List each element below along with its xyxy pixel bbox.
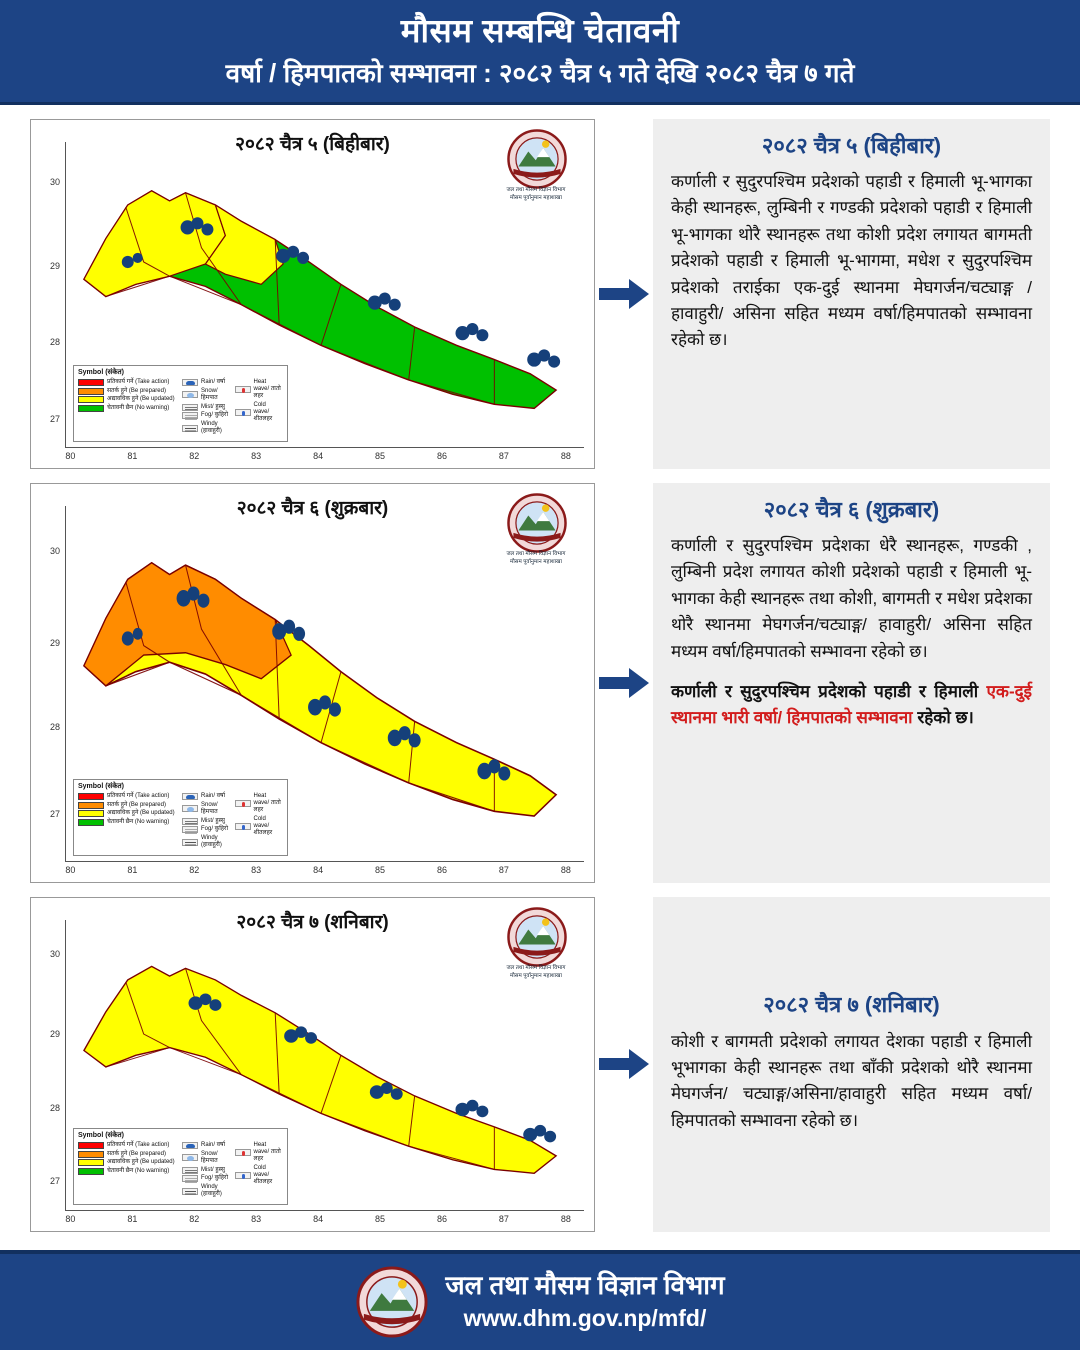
legend-label: अद्यावधिक हुने (Be updated) [107, 1159, 175, 1166]
legend-item [78, 793, 178, 800]
legend-title: Symbol (संकेत) [78, 368, 124, 376]
legend-label: सतर्क हुने (Be prepared) [107, 387, 166, 394]
page-title: मौसम सम्बन्धि चेतावनी [400, 12, 680, 49]
page-subtitle: वर्षा / हिमपातको सम्भावना : २०८२ चैत्र ५ गते देखि २०८२ चैत्र ७ गते [225, 58, 855, 89]
map-y-axis-day3: 30 29 28 27 [49, 949, 60, 1186]
panel-body-day1: कर्णाली र सुदुरपश्चिम प्रदेशको पहाडी र हिमाली भू-भागका केही स्थानहरू, लुम्बिनी र गण्डकी प्रदेशको पहाडी र हिमाली भू-भागका थोरै स्थानहरू तथा कोशी प्रदेश लगायत बागमती प्रदेशको पहाडी र हिमाली भू-भागमा, मधेश र सुदुरपश्चिम प्रदेशको तराईका एक-दुई स्थानमा मेघगर्जन/चट्याङ्ग /हावाहुरी/ असिना सहित मध्यम वर्षा/हिमपातको सम्भावना रहेको छ। [671, 172, 1032, 350]
legend-label: Cold wave/ शीतलहर [253, 1165, 273, 1186]
map-title-day2: २०८२ चैत्र ६ (शुक्रबार) [236, 497, 389, 519]
heat-wave-icon [235, 800, 251, 807]
legend-swatch-be-updated [78, 396, 104, 403]
legend-swatch-be-updated [78, 1159, 104, 1166]
legend-swatch-no-warning [78, 1168, 104, 1175]
legend-item [235, 379, 284, 401]
wind-icon [182, 839, 198, 846]
footer-department: जल तथा मौसम विज्ञान विभाग [445, 1270, 725, 1301]
legend-label: Heat wave/ तातो लहर [253, 378, 281, 400]
panel-title-day2: २०८२ चैत्र ६ (शुक्रबार) [763, 496, 940, 522]
legend-label: अद्यावधिक हुने (Be updated) [107, 810, 175, 817]
snow-icon [182, 805, 198, 812]
heat-wave-icon [235, 386, 251, 393]
legend-swatch-be-prepared [78, 388, 104, 395]
legend-label: Windy (हावाहुरी) [201, 834, 222, 849]
rain-icon [182, 1142, 198, 1149]
cold-wave-icon [235, 1172, 251, 1179]
legend-symbols-right [235, 379, 284, 437]
map-day1 [30, 119, 595, 469]
map-x-axis-day2: 80 81 82 83 84 85 86 87 88 [65, 864, 571, 875]
legend-swatch-be-prepared [78, 1151, 104, 1158]
legend-item [78, 1142, 178, 1149]
panel-day2 [653, 483, 1050, 883]
legend-label: चेतावनी छैन (No warning) [107, 819, 170, 825]
legend-item [182, 818, 231, 825]
legend-item [182, 826, 231, 833]
legend-item [182, 1184, 231, 1198]
map-x-axis-day3: 80 81 82 83 84 85 86 87 88 [65, 1213, 571, 1224]
legend-item [235, 1165, 284, 1187]
legend-label: चेतावनी छैन (No warning) [107, 405, 170, 411]
legend-item [235, 1142, 284, 1164]
legend-item [182, 412, 231, 419]
legend-symbols-left [182, 379, 231, 437]
legend-swatch-take-action [78, 793, 104, 800]
legend-label: Rain/ वर्षा [201, 1141, 226, 1148]
cold-wave-icon [235, 823, 251, 830]
legend-item [78, 802, 178, 809]
footer-url[interactable]: www.dhm.gov.np/mfd/ [463, 1304, 707, 1331]
legend-label: Mist/ हुस्सु [201, 403, 225, 410]
legend-label: Windy (हावाहुरी) [201, 1183, 222, 1198]
legend-categories [78, 379, 178, 437]
legend-item [78, 1168, 178, 1175]
legend-label: Fog/ कुहिरो [201, 826, 229, 833]
panel-title-day3: २०८२ चैत्र ७ (शनिबार) [763, 992, 940, 1018]
legend-label: Heat wave/ तातो लहर [253, 1141, 281, 1163]
panel-extra-before: कर्णाली र सुदुरपश्चिम प्रदेशको पहाडी र हिमाली [671, 681, 987, 701]
legend-label: Snow/ हिमपात [201, 801, 218, 815]
legend-item [182, 388, 231, 402]
legend-swatch-take-action [78, 379, 104, 386]
legend-item [182, 1175, 231, 1182]
legend-symbols-right [235, 1142, 284, 1200]
panel-extra-after: रहेको छ। [917, 708, 974, 728]
legend-item [78, 1151, 178, 1158]
legend-item [182, 1142, 231, 1149]
mist-icon [182, 1167, 198, 1174]
legend-item [78, 379, 178, 386]
legend-swatch-no-warning [78, 405, 104, 412]
legend-label: Snow/ हिमपात [201, 387, 218, 401]
forecast-row-day2 [0, 483, 1080, 883]
legend-item [78, 819, 178, 826]
legend-item [182, 802, 231, 816]
legend-label: सतर्क हुने (Be prepared) [107, 801, 166, 808]
forecast-sections [0, 105, 1080, 1232]
emblem-caption-day3: जल तथा मौसम विज्ञान विभाग मौसम पूर्वानुमान महाशाखा [506, 964, 566, 979]
map-title-day1: २०८२ चैत्र ५ (बिहीबार) [235, 133, 390, 155]
emblem-caption-day1: जल तथा मौसम विज्ञान विभाग मौसम पूर्वानुमान महाशाखा [506, 186, 566, 201]
map-day3 [30, 897, 595, 1232]
legend-swatch-be-updated [78, 810, 104, 817]
legend-title: Symbol (संकेत) [78, 1131, 124, 1139]
legend-label: Rain/ वर्षा [201, 378, 226, 385]
legend-swatch-no-warning [78, 819, 104, 826]
legend-label: अद्यावधिक हुने (Be updated) [107, 396, 175, 403]
dhm-emblem-icon [506, 128, 568, 190]
legend-label: Mist/ हुस्सु [201, 1166, 225, 1173]
fog-icon [182, 826, 198, 833]
legend-item [182, 835, 231, 849]
legend-label: Cold wave/ शीतलहर [253, 402, 273, 423]
fog-icon [182, 412, 198, 419]
panel-day3 [653, 897, 1050, 1232]
legend-label: Windy (हावाहुरी) [201, 420, 222, 435]
legend-item [182, 1167, 231, 1174]
legend-item [235, 402, 284, 424]
snow-icon [182, 1154, 198, 1161]
panel-body-day3: कोशी र बागमती प्रदेशको लगायत देशका पहाडी र हिमाली भूभागका केही स्थानहरू तथा बाँकी प्रदेशको थोरै स्थानमा मेघगर्जन/ चट्याङ्ग/असिना/हावाहुरी सहित मध्यम वर्षा/ हिमपातको सम्भावना रहेको छ। [671, 1031, 1032, 1130]
panel-day1 [653, 119, 1050, 469]
map-x-axis-day1: 80 81 82 83 84 85 86 87 88 [65, 450, 571, 461]
dhm-emblem-icon [506, 492, 568, 554]
heat-wave-icon [235, 1149, 251, 1156]
legend-categories [78, 1142, 178, 1200]
forecast-row-day1 [0, 119, 1080, 469]
emblem-caption-day2: जल तथा मौसम विज्ञान विभाग मौसम पूर्वानुमान महाशाखा [506, 550, 566, 565]
map-legend-day2 [73, 779, 288, 856]
legend-label: प्रतिकार्य गर्ने (Take action) [107, 1141, 170, 1148]
page-footer [0, 1250, 1080, 1350]
snow-icon [182, 391, 198, 398]
dhm-emblem-icon [355, 1265, 429, 1339]
rain-icon [182, 379, 198, 386]
dhm-emblem-icon [506, 906, 568, 968]
map-day2 [30, 483, 595, 883]
legend-item [182, 793, 231, 800]
legend-item [182, 404, 231, 411]
rain-icon [182, 793, 198, 800]
legend-label: Fog/ कुहिरो [201, 1175, 229, 1182]
page-header [0, 0, 1080, 105]
arrow-day3 [595, 897, 653, 1232]
map-title-day3: २०८२ चैत्र ७ (शनिबार) [236, 911, 389, 933]
mist-icon [182, 818, 198, 825]
fog-icon [182, 1175, 198, 1182]
legend-label: Cold wave/ शीतलहर [253, 816, 273, 837]
legend-label: चेतावनी छैन (No warning) [107, 1168, 170, 1174]
forecast-row-day3 [0, 897, 1080, 1232]
legend-item [235, 793, 284, 815]
legend-symbols-left [182, 1142, 231, 1200]
legend-item [78, 388, 178, 395]
cold-wave-icon [235, 409, 251, 416]
map-legend-day3 [73, 1128, 288, 1205]
legend-label: प्रतिकार्य गर्ने (Take action) [107, 792, 170, 799]
legend-label: Snow/ हिमपात [201, 1150, 218, 1164]
panel-extra-day2 [671, 679, 1032, 732]
legend-symbols-left [182, 793, 231, 851]
arrow-day1 [595, 119, 653, 469]
legend-label: प्रतिकार्य गर्ने (Take action) [107, 378, 170, 385]
legend-categories [78, 793, 178, 851]
legend-item [78, 1159, 178, 1166]
legend-item [78, 405, 178, 412]
legend-label: Rain/ वर्षा [201, 792, 226, 799]
legend-item [78, 810, 178, 817]
legend-item [78, 396, 178, 403]
map-legend-day1 [73, 365, 288, 442]
legend-item [182, 1151, 231, 1165]
legend-item [182, 379, 231, 386]
legend-item [235, 816, 284, 838]
legend-swatch-be-prepared [78, 802, 104, 809]
legend-symbols-right [235, 793, 284, 851]
wind-icon [182, 425, 198, 432]
legend-item [182, 421, 231, 435]
legend-title: Symbol (संकेत) [78, 782, 124, 790]
map-y-axis-day1: 30 29 28 27 [49, 177, 60, 425]
map-y-axis-day2: 30 29 28 27 [49, 546, 60, 820]
arrow-day2 [595, 483, 653, 883]
panel-extra-highlight: एक-दुई स्थानमा भारी वर्षा/ हिमपातको सम्भावना [671, 681, 1032, 728]
legend-swatch-take-action [78, 1142, 104, 1149]
panel-title-day1: २०८२ चैत्र ५ (बिहीबार) [761, 132, 942, 158]
legend-label: Fog/ कुहिरो [201, 412, 229, 419]
wind-icon [182, 1188, 198, 1195]
panel-body-day2: कर्णाली र सुदुरपश्चिम प्रदेशका धेरै स्थानहरू, गण्डकी , लुम्बिनी प्रदेश लगायत कोशी प्रदेशको पहाडी र हिमाली भू-भागका केही स्थानहरू तथा कोशी, बागमती र मधेश प्रदेशका थोरै स्थानमा मेघगर्जन/चट्याङ्ग/ हावाहुरी/ असिना सहित मध्यम वर्षा/हिमपातको सम्भावना रहेको छ। [671, 536, 1032, 661]
legend-label: Mist/ हुस्सु [201, 817, 225, 824]
mist-icon [182, 404, 198, 411]
legend-label: Heat wave/ तातो लहर [253, 792, 281, 814]
legend-label: सतर्क हुने (Be prepared) [107, 1150, 166, 1157]
